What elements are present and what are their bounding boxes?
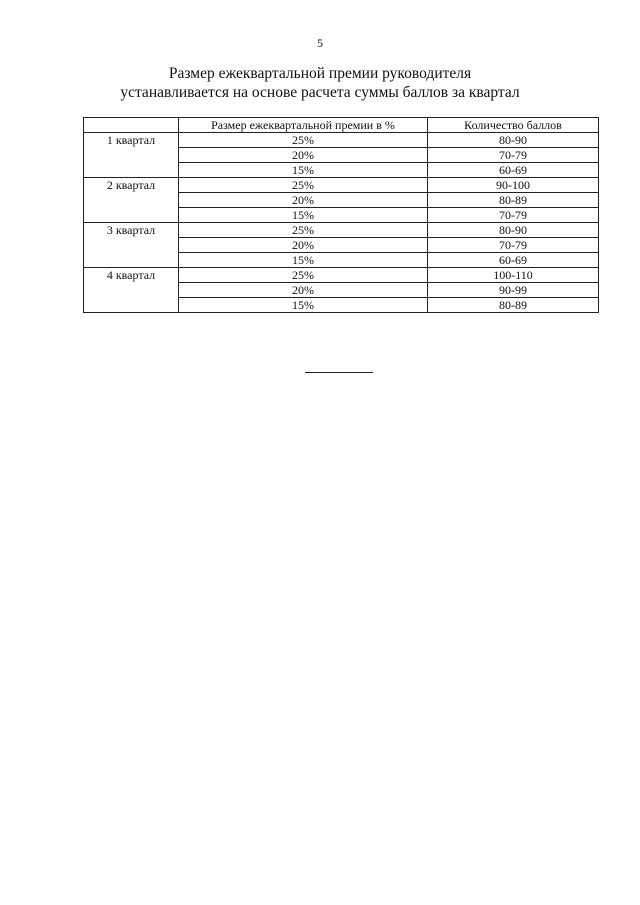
bonus-percent-cell: 25%	[179, 223, 428, 238]
heading-line-1: Размер ежеквартальной премии руководителя	[168, 65, 472, 82]
quarter-label: 4 квартал	[84, 268, 179, 313]
end-of-document-rule	[305, 372, 373, 373]
page-number: 5	[317, 36, 323, 50]
table-row	[84, 178, 599, 193]
points-cell: 90-99	[428, 283, 599, 298]
document-heading	[0, 64, 640, 102]
bonus-percent-cell: 15%	[179, 253, 428, 268]
bonus-percent-cell: 20%	[179, 283, 428, 298]
table-header-row	[84, 118, 599, 133]
bonus-percent-cell: 15%	[179, 298, 428, 313]
bonus-percent-cell: 15%	[179, 208, 428, 223]
header-quarter	[84, 118, 179, 133]
bonus-percent-cell: 25%	[179, 268, 428, 283]
points-cell: 90-100	[428, 178, 599, 193]
table-row	[84, 268, 599, 283]
points-cell: 80-89	[428, 193, 599, 208]
bonus-percent-cell: 25%	[179, 133, 428, 148]
bonus-percent-cell: 20%	[179, 238, 428, 253]
points-cell: 80-90	[428, 133, 599, 148]
points-cell: 70-79	[428, 148, 599, 163]
table-row	[84, 133, 599, 148]
table-row	[84, 223, 599, 238]
quarter-label: 3 квартал	[84, 223, 179, 268]
bonus-percent-cell: 15%	[179, 163, 428, 178]
points-cell: 100-110	[428, 268, 599, 283]
header-points: Количество баллов	[428, 118, 599, 133]
bonus-table	[83, 117, 599, 313]
bonus-percent-cell: 20%	[179, 193, 428, 208]
quarter-label: 1 квартал	[84, 133, 179, 178]
points-cell: 70-79	[428, 238, 599, 253]
bonus-percent-cell: 20%	[179, 148, 428, 163]
points-cell: 60-69	[428, 163, 599, 178]
header-bonus-percent: Размер ежеквартальной премии в %	[179, 118, 428, 133]
points-cell: 70-79	[428, 208, 599, 223]
heading-line-2: устанавливается на основе расчета суммы баллов за квартал	[120, 84, 520, 101]
points-cell: 80-89	[428, 298, 599, 313]
points-cell: 60-69	[428, 253, 599, 268]
quarter-label: 2 квартал	[84, 178, 179, 223]
bonus-percent-cell: 25%	[179, 178, 428, 193]
points-cell: 80-90	[428, 223, 599, 238]
